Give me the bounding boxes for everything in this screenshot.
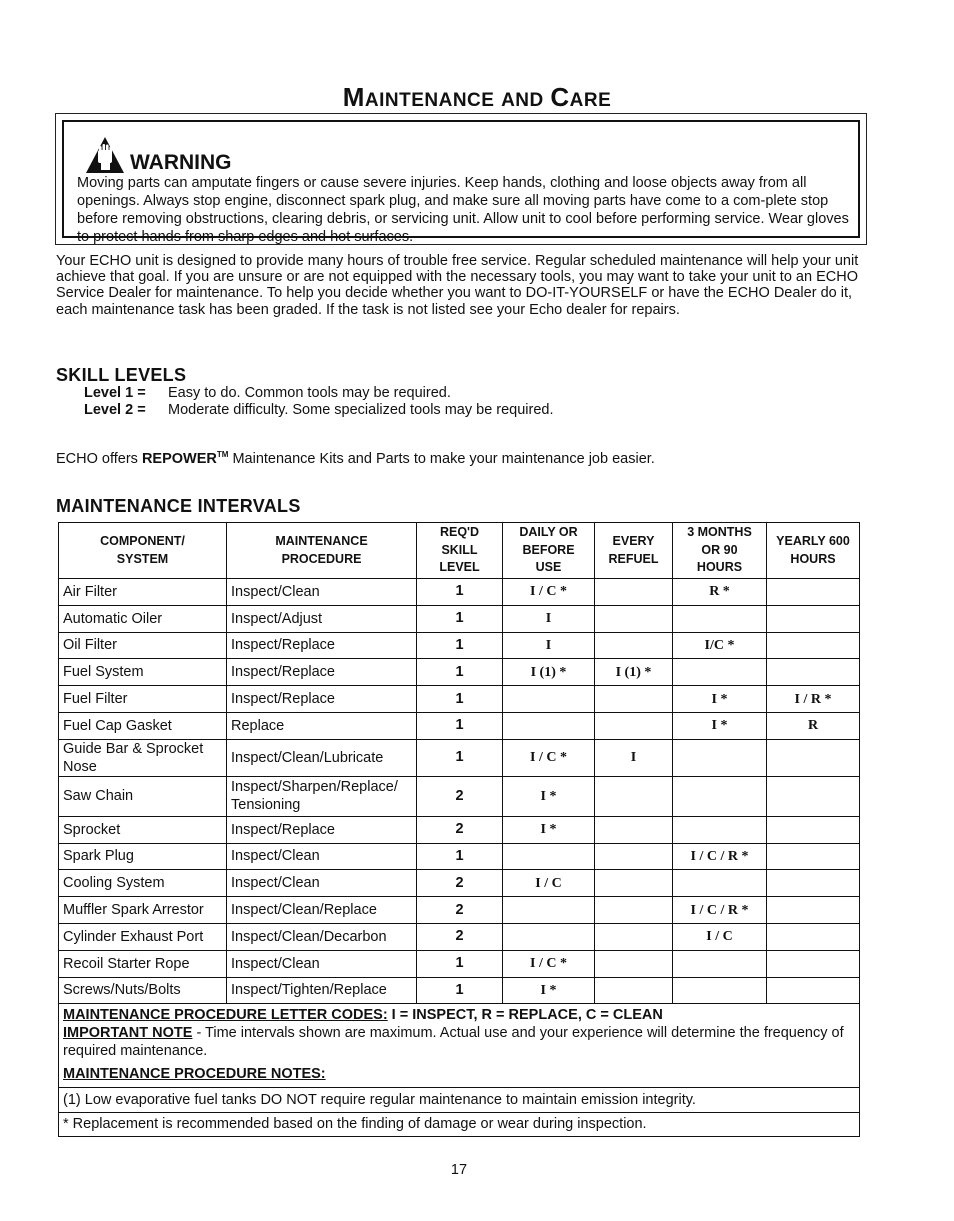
notes-row [59, 1004, 860, 1137]
cell-yearly [767, 579, 860, 606]
intervals-heading: MAINTENANCE INTERVALS [56, 496, 301, 516]
cell-3-months [673, 950, 767, 977]
table-row [59, 870, 860, 897]
cell-3-months [673, 870, 767, 897]
cell-refuel [595, 632, 673, 659]
table-row [59, 923, 860, 950]
cell-3-months [673, 659, 767, 686]
cell-3-months: I/C * [673, 632, 767, 659]
cell-skill-level: 2 [417, 870, 503, 897]
cell-refuel [595, 686, 673, 713]
cell-3-months: I / C [673, 923, 767, 950]
cell-refuel [595, 712, 673, 739]
cell-component: Saw Chain [59, 776, 227, 816]
skill-level-1: Level 1 = Easy to do. Common tools may be required. [84, 385, 451, 401]
cell-yearly [767, 816, 860, 843]
table-row [59, 712, 860, 739]
table-row [59, 579, 860, 606]
cell-yearly [767, 950, 860, 977]
header-procedure: MAINTENANCE PROCEDURE [227, 523, 417, 579]
cell-3-months: I * [673, 686, 767, 713]
cell-skill-level: 1 [417, 659, 503, 686]
cell-component: Cooling System [59, 870, 227, 897]
cell-daily: I / C * [503, 579, 595, 606]
skill-levels-list [84, 385, 554, 418]
cell-component: Sprocket [59, 816, 227, 843]
cell-yearly: R [767, 712, 860, 739]
cell-procedure: Inspect/Clean/Replace [227, 897, 417, 924]
cell-procedure: Inspect/Replace [227, 632, 417, 659]
cell-refuel [595, 923, 673, 950]
warning-text: Moving parts can amputate fingers or cause severe injuries. Keep hands, clothing and loose objects away from all openings. Always stop engine, disconnect spark plug, and make sure all moving parts have come to a com-plete stop before removing obstructions, clearing debris, or servicing unit. Allow unit to cool before performing service. Wear gloves to protect hands from sharp edges and hot surfaces. [77, 175, 849, 245]
cell-component: Spark Plug [59, 843, 227, 870]
cell-daily: I * [503, 977, 595, 1004]
repower-offer: ECHO offers REPOWER™ Maintenance Kits and Parts to make your maintenance job easier. [56, 450, 655, 467]
cell-component: Fuel Cap Gasket [59, 712, 227, 739]
cell-component: Screws/Nuts/Bolts [59, 977, 227, 1004]
table-row [59, 776, 860, 816]
cell-yearly [767, 897, 860, 924]
table-row [59, 843, 860, 870]
header-3months: 3 MONTHS OR 90 HOURS [673, 523, 767, 579]
notes-cell: MAINTENANCE PROCEDURE LETTER CODES: I = INSPECT, R = REPLACE, C = CLEAN IMPORTANT NOTE - Time intervals shown are maximum. Actual use and your experience will determine the frequency of required maintenance. MAINTENANCE PROCEDURE NOTES: (1) Low evaporative fuel tanks DO NOT require regular maintenance to maintain emission integrity. * Replacement is recommended based on the finding of damage or wear during inspection. [59, 1004, 860, 1137]
cell-refuel [595, 977, 673, 1004]
cell-component: Muffler Spark Arrestor [59, 897, 227, 924]
header-skill: REQ'D SKILL LEVEL [417, 523, 503, 579]
cell-procedure: Replace [227, 712, 417, 739]
cell-skill-level: 1 [417, 977, 503, 1004]
cell-yearly [767, 605, 860, 632]
cell-daily: I [503, 632, 595, 659]
cell-yearly: I / R * [767, 686, 860, 713]
cell-yearly [767, 776, 860, 816]
cell-refuel [595, 605, 673, 632]
table-row [59, 739, 860, 776]
cell-procedure: Inspect/Clean [227, 843, 417, 870]
cell-refuel [595, 870, 673, 897]
cell-daily: I (1) * [503, 659, 595, 686]
cell-refuel [595, 579, 673, 606]
cell-yearly [767, 659, 860, 686]
cell-refuel: I [595, 739, 673, 776]
maintenance-intervals-table [58, 522, 860, 1137]
table-header-row [59, 523, 860, 579]
skill-levels-heading: SKILL LEVELS [56, 365, 187, 385]
page-title: MAINTENANCE AND CARE [342, 82, 612, 112]
cell-3-months: I / C / R * [673, 843, 767, 870]
cell-daily [503, 686, 595, 713]
cell-procedure: Inspect/Clean [227, 870, 417, 897]
cell-skill-level: 1 [417, 950, 503, 977]
cell-component: Oil Filter [59, 632, 227, 659]
table-row [59, 632, 860, 659]
table-row [59, 659, 860, 686]
cell-component: Fuel Filter [59, 686, 227, 713]
table-row [59, 977, 860, 1004]
warning-box [55, 113, 867, 245]
cell-daily [503, 897, 595, 924]
warning-heading: WARNING [130, 151, 232, 174]
cell-skill-level: 1 [417, 739, 503, 776]
cell-3-months [673, 776, 767, 816]
cell-yearly [767, 977, 860, 1004]
cell-procedure: Inspect/Replace [227, 686, 417, 713]
cell-skill-level: 1 [417, 686, 503, 713]
cell-procedure: Inspect/Replace [227, 816, 417, 843]
cell-yearly [767, 632, 860, 659]
cell-daily [503, 923, 595, 950]
skill-level-2: Level 2 = Moderate difficulty. Some specialized tools may be required. [84, 401, 554, 418]
cell-3-months [673, 977, 767, 1004]
cell-procedure: Inspect/Replace [227, 659, 417, 686]
cell-refuel [595, 816, 673, 843]
warning-hand-icon [85, 136, 125, 174]
cell-component: Air Filter [59, 579, 227, 606]
cell-3-months: R * [673, 579, 767, 606]
cell-3-months [673, 739, 767, 776]
cell-daily: I / C [503, 870, 595, 897]
cell-refuel [595, 950, 673, 977]
table-row [59, 897, 860, 924]
cell-skill-level: 1 [417, 843, 503, 870]
cell-procedure: Inspect/Clean [227, 950, 417, 977]
cell-procedure: Inspect/Adjust [227, 605, 417, 632]
cell-component: Cylinder Exhaust Port [59, 923, 227, 950]
cell-daily: I * [503, 816, 595, 843]
cell-daily: I / C * [503, 950, 595, 977]
cell-refuel [595, 776, 673, 816]
table-row [59, 605, 860, 632]
cell-procedure: Inspect/Clean/Lubricate [227, 739, 417, 776]
cell-yearly [767, 870, 860, 897]
intro-paragraph: Your ECHO unit is designed to provide many hours of trouble free service. Regular scheduled maintenance will help your unit achieve that goal. If you are unsure or are not equipped with the necessary tools, you may want to take your unit to an ECHO Service Dealer for maintenance. To help you decide whether you want to DO-IT-YOURSELF or have the ECHO Dealer do it, each maintenance task has been graded. If the task is not listed see your Echo dealer for repairs. [56, 253, 859, 318]
header-component: COMPONENT/ SYSTEM [59, 523, 227, 579]
cell-daily: I [503, 605, 595, 632]
cell-procedure: Inspect/Clean [227, 579, 417, 606]
cell-component: Guide Bar & Sprocket Nose [59, 739, 227, 776]
cell-skill-level: 1 [417, 632, 503, 659]
cell-component: Recoil Starter Rope [59, 950, 227, 977]
cell-refuel: I (1) * [595, 659, 673, 686]
header-daily: DAILY OR BEFORE USE [503, 523, 595, 579]
cell-3-months: I / C / R * [673, 897, 767, 924]
cell-daily: I * [503, 776, 595, 816]
cell-refuel [595, 843, 673, 870]
cell-procedure: Inspect/Sharpen/Replace/ Tensioning [227, 776, 417, 816]
page-number: 17 [450, 1162, 468, 1178]
cell-yearly [767, 739, 860, 776]
cell-skill-level: 2 [417, 816, 503, 843]
cell-skill-level: 2 [417, 776, 503, 816]
cell-daily [503, 843, 595, 870]
cell-skill-level: 2 [417, 897, 503, 924]
cell-skill-level: 1 [417, 579, 503, 606]
cell-3-months: I * [673, 712, 767, 739]
cell-component: Automatic Oiler [59, 605, 227, 632]
cell-daily: I / C * [503, 739, 595, 776]
cell-3-months [673, 605, 767, 632]
header-refuel: EVERY REFUEL [595, 523, 673, 579]
cell-skill-level: 1 [417, 605, 503, 632]
cell-yearly [767, 923, 860, 950]
cell-refuel [595, 897, 673, 924]
cell-yearly [767, 843, 860, 870]
header-yearly: YEARLY 600 HOURS [767, 523, 860, 579]
table-row [59, 950, 860, 977]
cell-3-months [673, 816, 767, 843]
cell-procedure: Inspect/Tighten/Replace [227, 977, 417, 1004]
cell-procedure: Inspect/Clean/Decarbon [227, 923, 417, 950]
cell-daily [503, 712, 595, 739]
cell-skill-level: 1 [417, 712, 503, 739]
table-row [59, 816, 860, 843]
table-row [59, 686, 860, 713]
cell-skill-level: 2 [417, 923, 503, 950]
cell-component: Fuel System [59, 659, 227, 686]
